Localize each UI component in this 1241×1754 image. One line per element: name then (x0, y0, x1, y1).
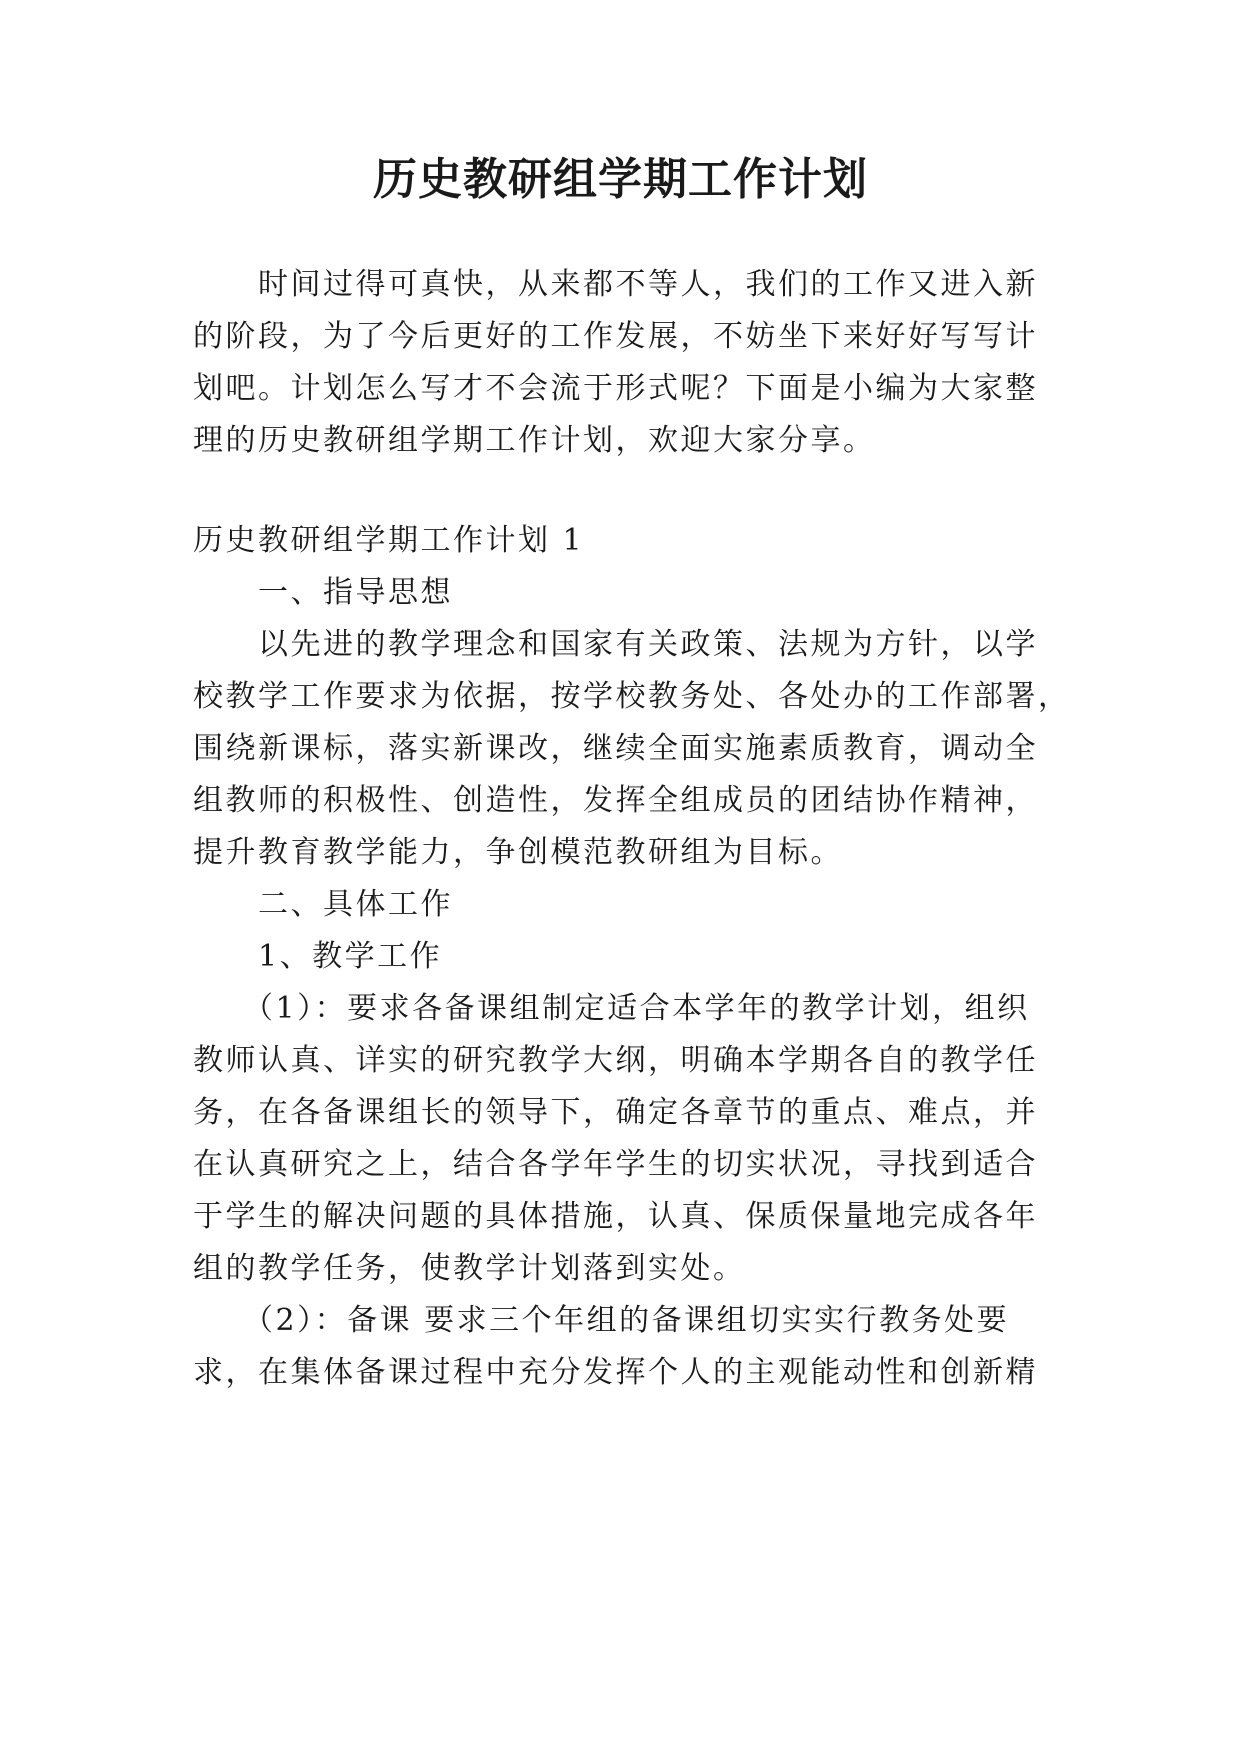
item-1-line-4: 在认真研究之上，结合各学年学生的切实状况，寻找到适合 (193, 1147, 1038, 1182)
item-1-line-6: 组的教学任务，使教学计划落到实处。 (193, 1251, 746, 1286)
intro-line-2: 的阶段，为了今后更好的工作发展，不妨坐下来好好写写计 (193, 319, 1038, 354)
item-2-line-2: 求，在集体备课过程中充分发挥个人的主观能动性和创新精 (193, 1355, 1038, 1390)
document-title: 历史教研组学期工作计划 (373, 154, 868, 205)
item-2-line-1: （2）：备课 要求三个年组的备课组切实实行教务处要 (193, 1303, 1010, 1338)
body-line-3: 围绕新课标，落实新课改，继续全面实施素质教育，调动全 (193, 731, 1038, 766)
body-line-4: 组教师的积极性、创造性，发挥全组成员的团结协作精神， (193, 783, 1038, 818)
heading-specific-work: 二、具体工作 (193, 887, 453, 922)
item-1-line-3: 务，在各备课组长的领导下，确定各章节的重点、难点，并 (193, 1095, 1038, 1130)
intro-line-4: 理的历史教研组学期工作计划，欢迎大家分享。 (193, 423, 876, 458)
intro-line-1: 时间过得可真快，从来都不等人，我们的工作又进入新 (193, 267, 1038, 302)
body-line-2: 校教学工作要求为依据，按学校教务处、各处办的工作部署， (193, 679, 1071, 714)
body-line-1: 以先进的教学理念和国家有关政策、法规为方针，以学 (193, 627, 1038, 662)
heading-teaching-work: 1、教学工作 (193, 939, 443, 974)
intro-line-3: 划吧。计划怎么写才不会流于形式呢？下面是小编为大家整 (193, 371, 1038, 406)
body-line-5: 提升教育教学能力，争创模范教研组为目标。 (193, 835, 843, 870)
item-1-line-1: （1）：要求各备课组制定适合本学年的教学计划，组织 (193, 991, 1030, 1026)
section-heading: 历史教研组学期工作计划 1 (193, 523, 585, 558)
item-1-line-2: 教师认真、详实的研究教学大纲，明确本学期各自的教学任 (193, 1043, 1038, 1078)
heading-guiding-thought: 一、指导思想 (193, 575, 453, 610)
item-1-line-5: 于学生的解决问题的具体措施，认真、保质保量地完成各年 (193, 1199, 1038, 1234)
